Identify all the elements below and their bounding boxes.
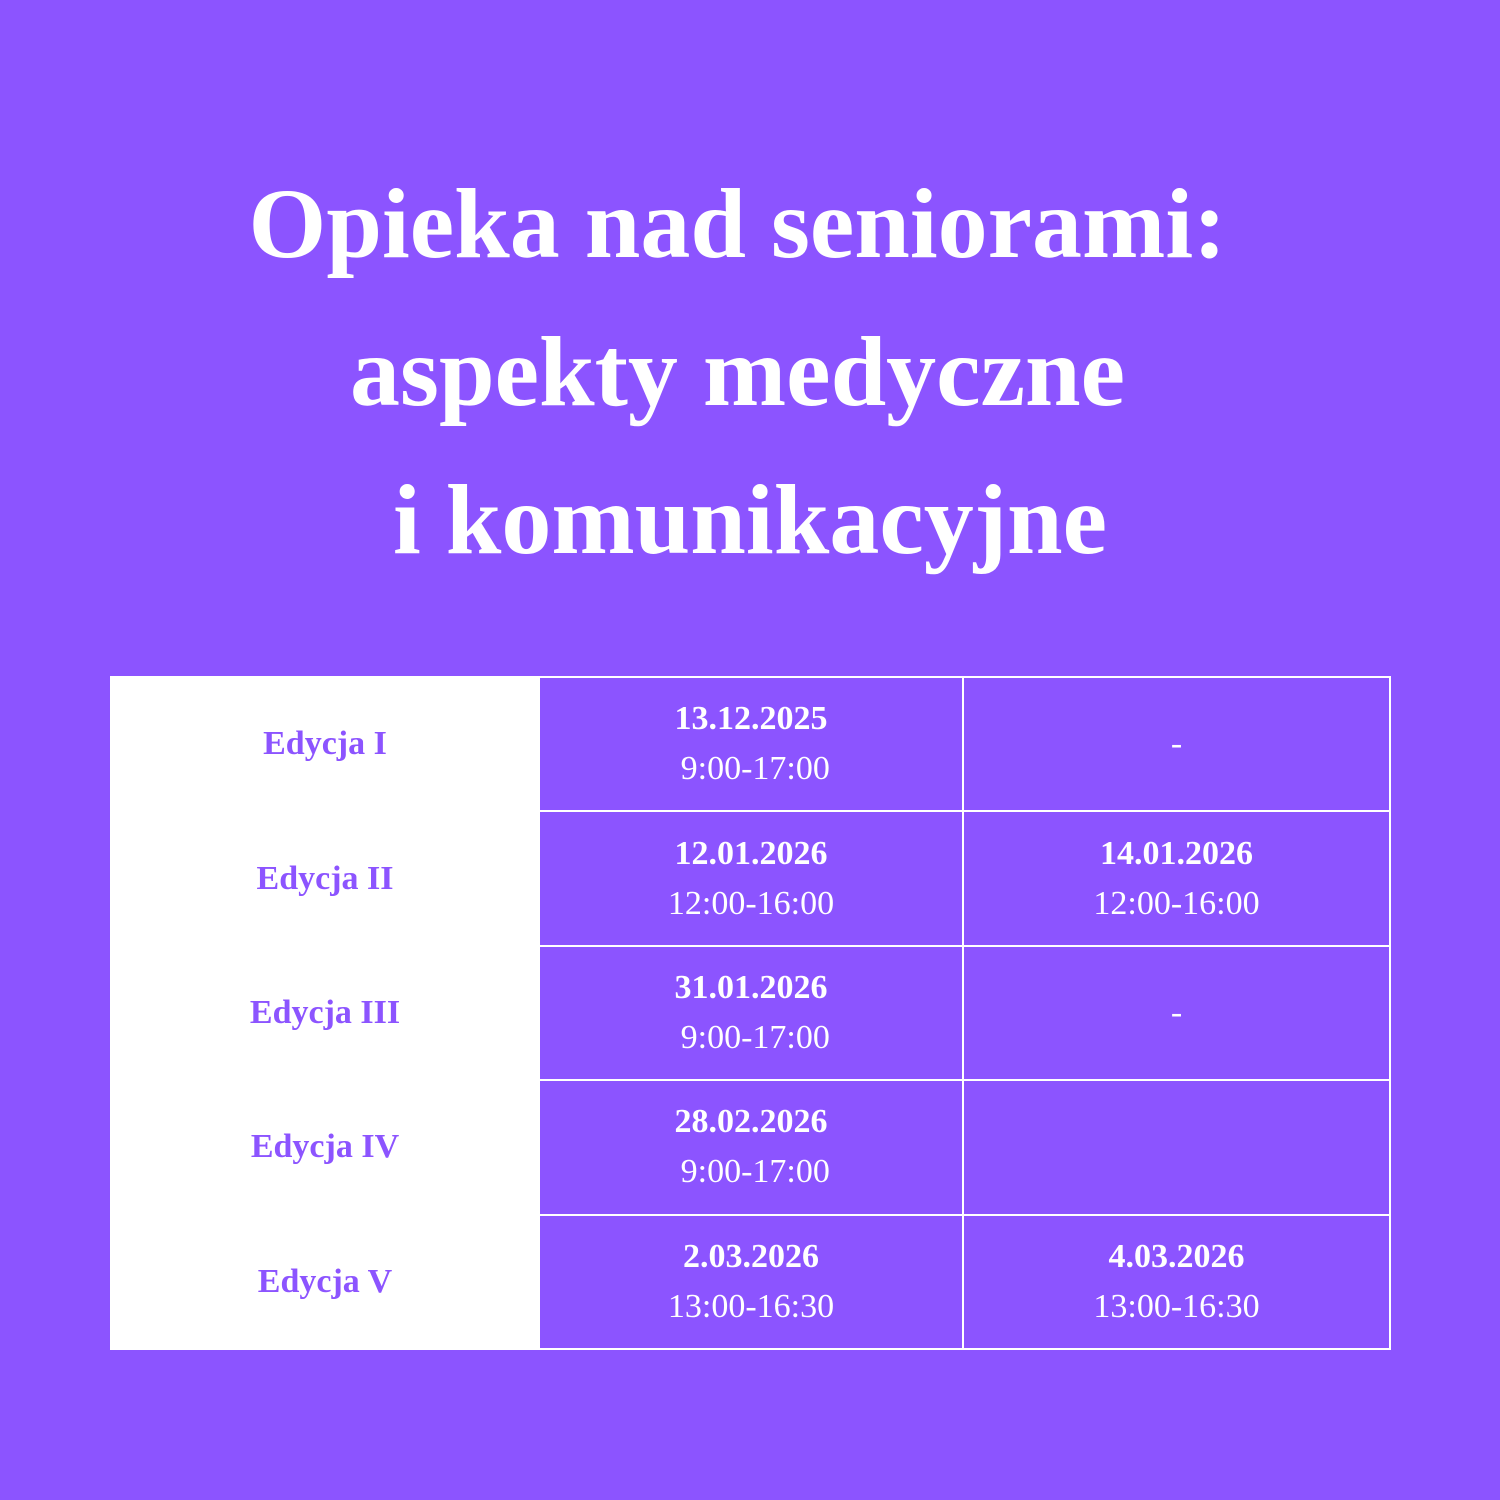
table-row [111, 1080, 1390, 1214]
session-date: 28.02.2026 [674, 1103, 828, 1141]
session-date: 13.12.2025 [674, 700, 828, 738]
session-time: 9:00-17:00 [672, 1018, 830, 1056]
table-row [111, 1215, 1390, 1349]
edition-label: Edycja IV [111, 1080, 539, 1214]
session-date: 4.03.2026 [1108, 1237, 1245, 1275]
edition-label: Edycja II [111, 811, 539, 945]
title-line-3: i komunikacyjne [367, 464, 1107, 575]
edition-label: Edycja I [111, 677, 539, 811]
session-cell-empty [963, 946, 1390, 1080]
page-title [0, 150, 1475, 594]
session-cell-empty [963, 677, 1390, 811]
session-time: 12:00-16:00 [667, 884, 835, 922]
session-cell [539, 1080, 963, 1214]
session-date: 14.01.2026 [1100, 834, 1253, 872]
edition-label: Edycja III [111, 946, 539, 1080]
session-cell [539, 677, 963, 811]
session-time: 13:00-16:30 [667, 1287, 835, 1325]
session-cell-empty [963, 1080, 1390, 1214]
title-line-2: aspekty medyczne [350, 316, 1125, 427]
session-cell [539, 946, 963, 1080]
table-row [111, 946, 1390, 1080]
session-time: 12:00-16:00 [1093, 884, 1260, 922]
session-date: 2.03.2026 [683, 1237, 819, 1275]
table-row [111, 811, 1390, 945]
session-cell [963, 1215, 1390, 1349]
session-time: 9:00-17:00 [672, 1153, 830, 1191]
edition-label: Edycja V [111, 1215, 539, 1349]
no-session-dash: - [1170, 725, 1183, 763]
session-time: 9:00-17:00 [672, 750, 830, 788]
title-line-1: Opieka nad seniorami: [248, 168, 1227, 279]
table-row [111, 677, 1390, 811]
schedule-table [110, 676, 1391, 1350]
session-time: 13:00-16:30 [1093, 1287, 1260, 1325]
session-date: 31.01.2026 [674, 968, 828, 1006]
session-date: 12.01.2026 [674, 834, 828, 872]
session-cell [539, 811, 963, 945]
session-cell [539, 1215, 963, 1349]
no-session-dash: - [1170, 993, 1183, 1031]
session-cell [963, 811, 1390, 945]
